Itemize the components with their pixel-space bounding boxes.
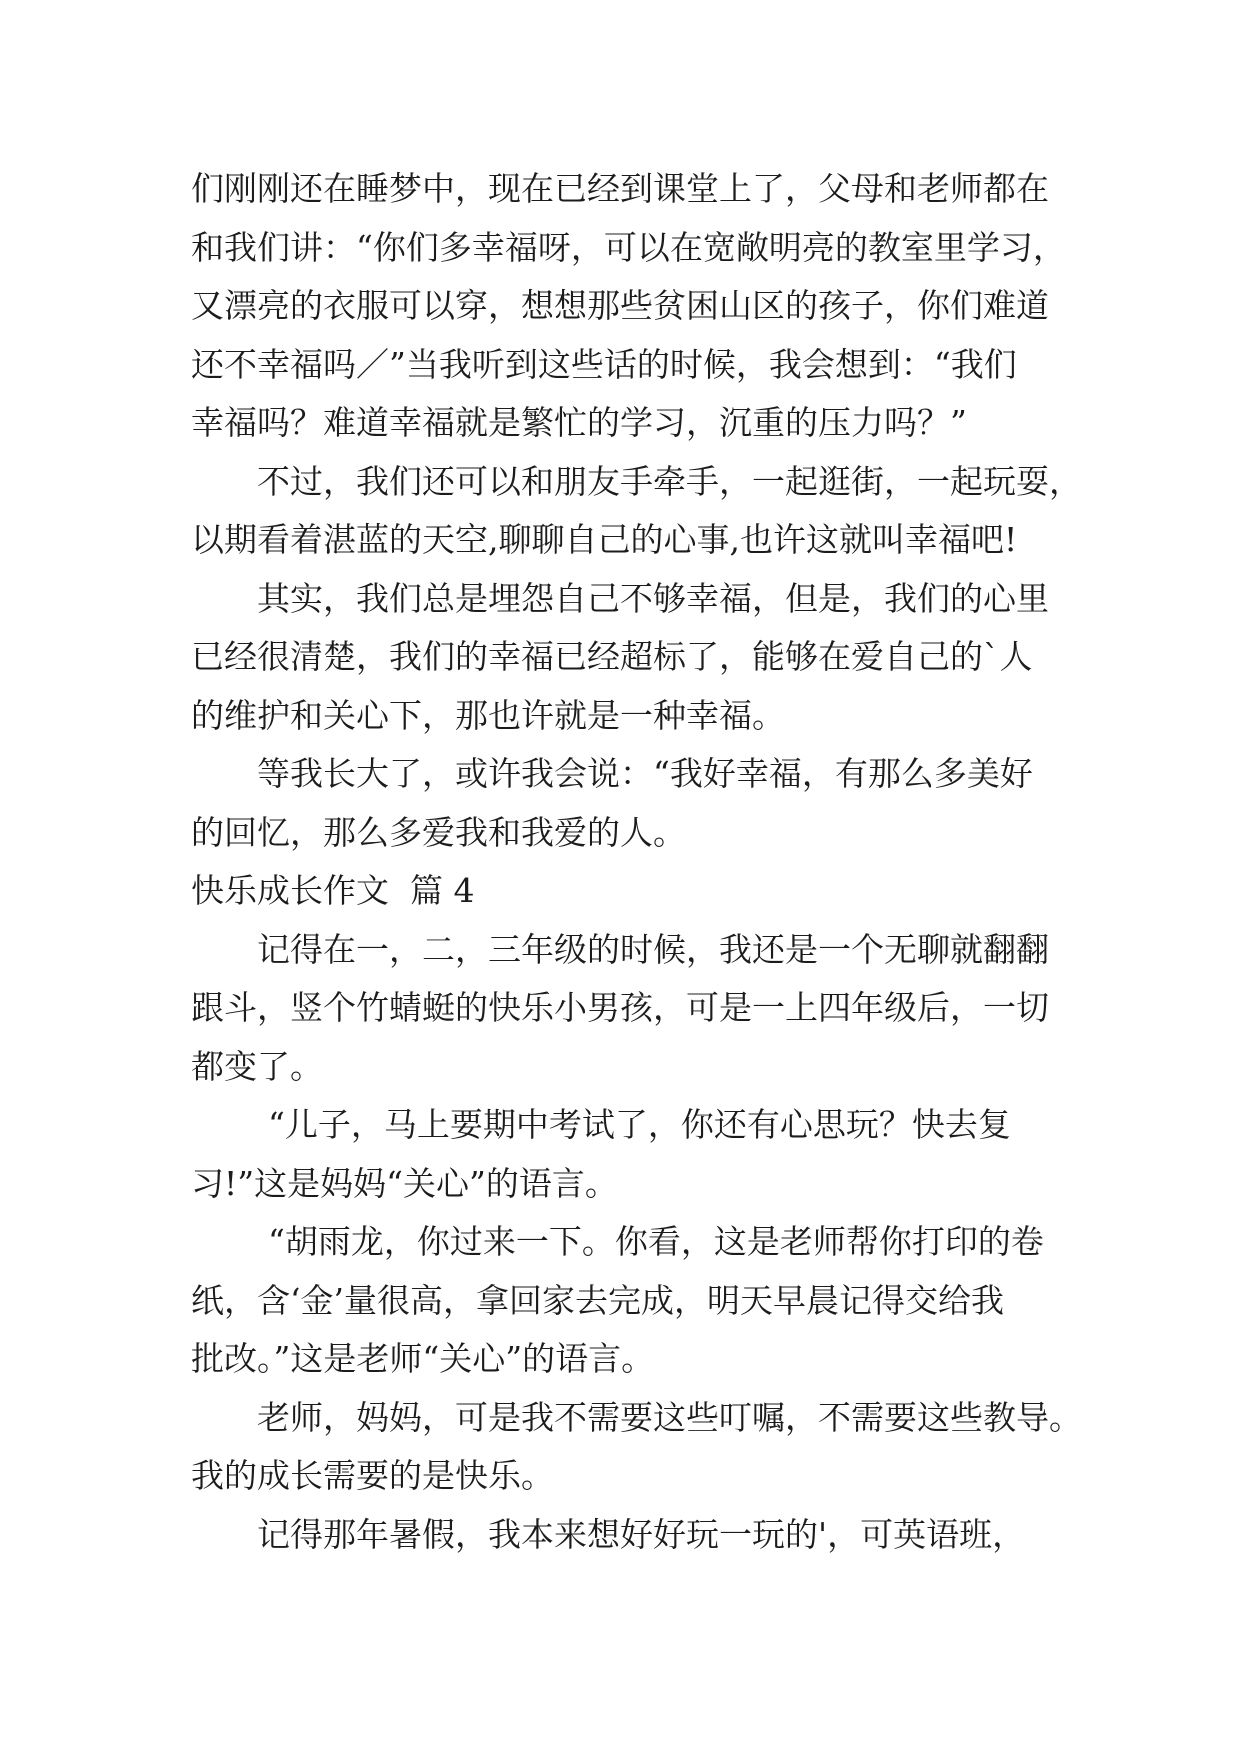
section-heading [191, 862, 1151, 921]
text-line: 纸，含‘金’量很高，拿回家去完成，明天早晨记得交给我 [191, 1280, 1004, 1320]
text-line: “儿子，马上要期中考试了，你还有心思玩？快去复 [268, 1105, 1011, 1144]
text-line: 的维护和关心下，那也许就是一种幸福。 [191, 695, 785, 735]
paragraph [191, 453, 1151, 570]
text-line: 以期看着湛蓝的天空,聊聊自己的心事,也许这就叫幸福吧! [191, 520, 1018, 559]
text-line: 已经很清楚，我们的幸福已经超标了，能够在爱自己的`人 [191, 637, 1033, 676]
text-line: 跟斗，竖个竹蜻蜓的快乐小男孩，可是一上四年级后，一切 [191, 988, 1049, 1027]
text-line: “胡雨龙，你过来一下。你看，这是老师帮你打印的卷 [268, 1222, 1044, 1261]
text-line: 其实，我们总是埋怨自己不够幸福，但是，我们的心里 [257, 578, 1049, 618]
document-body [191, 160, 1151, 1564]
paragraph [191, 1506, 1151, 1565]
text-line: 和我们讲：“你们多幸福呀，可以在宽敞明亮的教室里学习， [191, 227, 1066, 267]
text-line: 又漂亮的衣服可以穿，想想那些贫困山区的孩子，你们难道 [191, 286, 1049, 325]
text-line: 我的成长需要的是快乐。 [191, 1456, 554, 1495]
paragraph [191, 1096, 1151, 1213]
text-line: 老师，妈妈，可是我不需要这些叮嘱，不需要这些教导。 [257, 1397, 1082, 1437]
text-line: 等我长大了，或许我会说：“我好幸福，有那么多美好 [257, 754, 1033, 793]
paragraph [191, 570, 1151, 746]
text-line: 幸福吗？难道幸福就是繁忙的学习，沉重的压力吗？” [191, 403, 967, 442]
section-heading-text: 快乐成长作文 篇 4 [191, 871, 475, 910]
text-line: 记得在一，二，三年级的时候，我还是一个无聊就翻翻 [257, 929, 1049, 969]
paragraph [191, 160, 1151, 453]
paragraph [191, 1213, 1151, 1389]
text-line: 都变了。 [191, 1046, 323, 1086]
text-line: 还不幸福吗／”当我听到这些话的时候，我会想到：“我们 [191, 344, 1017, 384]
text-line: 的回忆，那么多爱我和我爱的人。 [191, 812, 686, 852]
paragraph [191, 1389, 1151, 1506]
paragraph [191, 921, 1151, 1097]
text-line: 记得那年暑假，我本来想好好玩一玩的'，可英语班， [257, 1514, 1026, 1554]
text-line: 习!”这是妈妈“关心”的语言。 [191, 1163, 618, 1203]
text-line: 不过，我们还可以和朋友手牵手，一起逛街，一起玩耍， [257, 461, 1082, 501]
text-line: 们刚刚还在睡梦中，现在已经到课堂上了，父母和老师都在 [191, 169, 1049, 208]
paragraph [191, 745, 1151, 862]
text-line: 批改。”这是老师“关心”的语言。 [191, 1339, 655, 1378]
